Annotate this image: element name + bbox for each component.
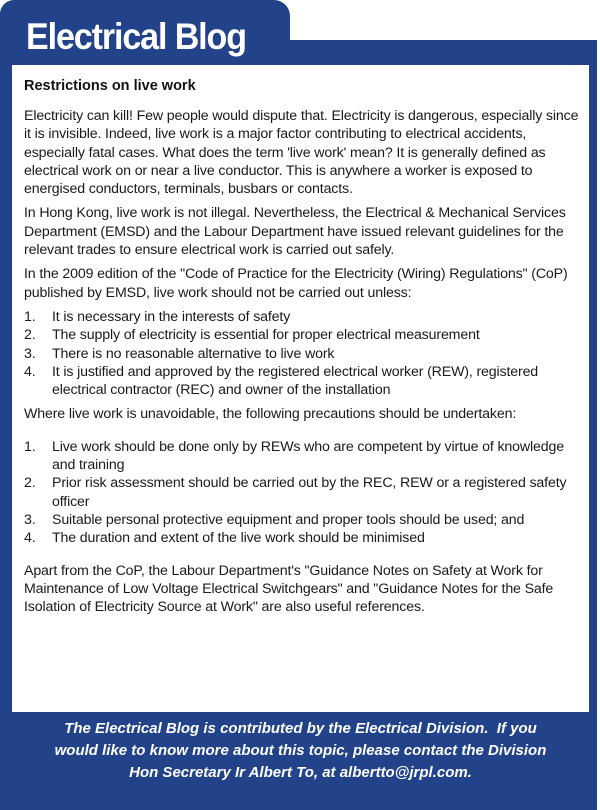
- list-number: 1.: [24, 438, 36, 455]
- precautions-list: [24, 438, 579, 548]
- list-number: 3.: [24, 345, 36, 362]
- footer-line-1: The Electrical Blog is contributed by the Electrical Division. If you: [64, 720, 537, 737]
- list-text: Prior risk assessment should be carried out by the REC, REW or a registered safety officer: [52, 475, 567, 510]
- list-text: The supply of electricity is essential for proper electrical measurement: [52, 327, 480, 344]
- list-item: [24, 529, 579, 547]
- blog-title: Electrical Blog: [26, 16, 246, 57]
- list-number: 2.: [24, 475, 36, 492]
- list-number: 4.: [24, 530, 36, 547]
- list-item: [24, 326, 579, 344]
- list-number: 1.: [24, 308, 36, 325]
- paragraph-hong-kong: In Hong Kong, live work is not illegal. Nevertheless, the Electrical & Mechanical Services Department (EMSD) and the Labour Department have issued relevant guidelines for the relevant trades to ensure electrical work is carried out safely.: [24, 205, 566, 259]
- paragraph-intro: Electricity can kill! Few people would dispute that. Electricity is dangerous, especially since it is invisible. Indeed, live work is a major factor contributing to electrical accidents, especially fatal cases. What does the term 'live work' mean? It is generally defined as electrical work on or near a live conductor. This is anywhere a worker is exposed to energised conductors, terminals, busbars or contacts.: [24, 108, 579, 198]
- paragraph-precautions-intro: Where live work is unavoidable, the following precautions should be undertaken:: [24, 406, 517, 423]
- list-text: It is justified and approved by the registered electrical worker (REW), registered electrical contractor (REC) and owner of the installation: [52, 363, 539, 399]
- list-text: There is no reasonable alternative to live work: [52, 345, 335, 362]
- conditions-list: [24, 308, 579, 399]
- list-number: 4.: [24, 363, 36, 380]
- list-number: 3.: [24, 511, 36, 528]
- contributor-note: [12, 718, 589, 784]
- paragraph-cop: In the 2009 edition of the "Code of Practice for the Electricity (Wiring) Regulations" (CoP) published by EMSD, live work should not be carried out unless:: [24, 266, 568, 301]
- footer-line-2: would like to know more about this topic, please contact the Division: [54, 742, 547, 759]
- article-heading: Restrictions on live work: [24, 78, 196, 94]
- article-panel: [12, 65, 589, 712]
- list-item: [24, 474, 579, 511]
- list-number: 2.: [24, 327, 36, 344]
- list-item: [24, 438, 579, 475]
- list-item: [24, 511, 579, 529]
- list-item: [24, 308, 579, 326]
- list-item: [24, 363, 579, 400]
- list-item: [24, 345, 579, 363]
- list-text: It is necessary in the interests of safety: [52, 308, 291, 325]
- list-text: Live work should be done only by REWs who are competent by virtue of knowledge and training: [52, 438, 564, 474]
- list-text: The duration and extent of the live work should be minimised: [52, 530, 425, 547]
- list-text: Suitable personal protective equipment and proper tools should be used; and: [52, 511, 525, 528]
- paragraph-references: Apart from the CoP, the Labour Department's "Guidance Notes on Safety at Work for Maintenance of Low Voltage Electrical Switchgears" and "Guidance Notes for the Safe Isolation of Electricity Source at Work" are also useful references.: [24, 562, 554, 616]
- footer-line-3: Hon Secretary Ir Albert To, at albertto@jrpl.com.: [129, 764, 472, 781]
